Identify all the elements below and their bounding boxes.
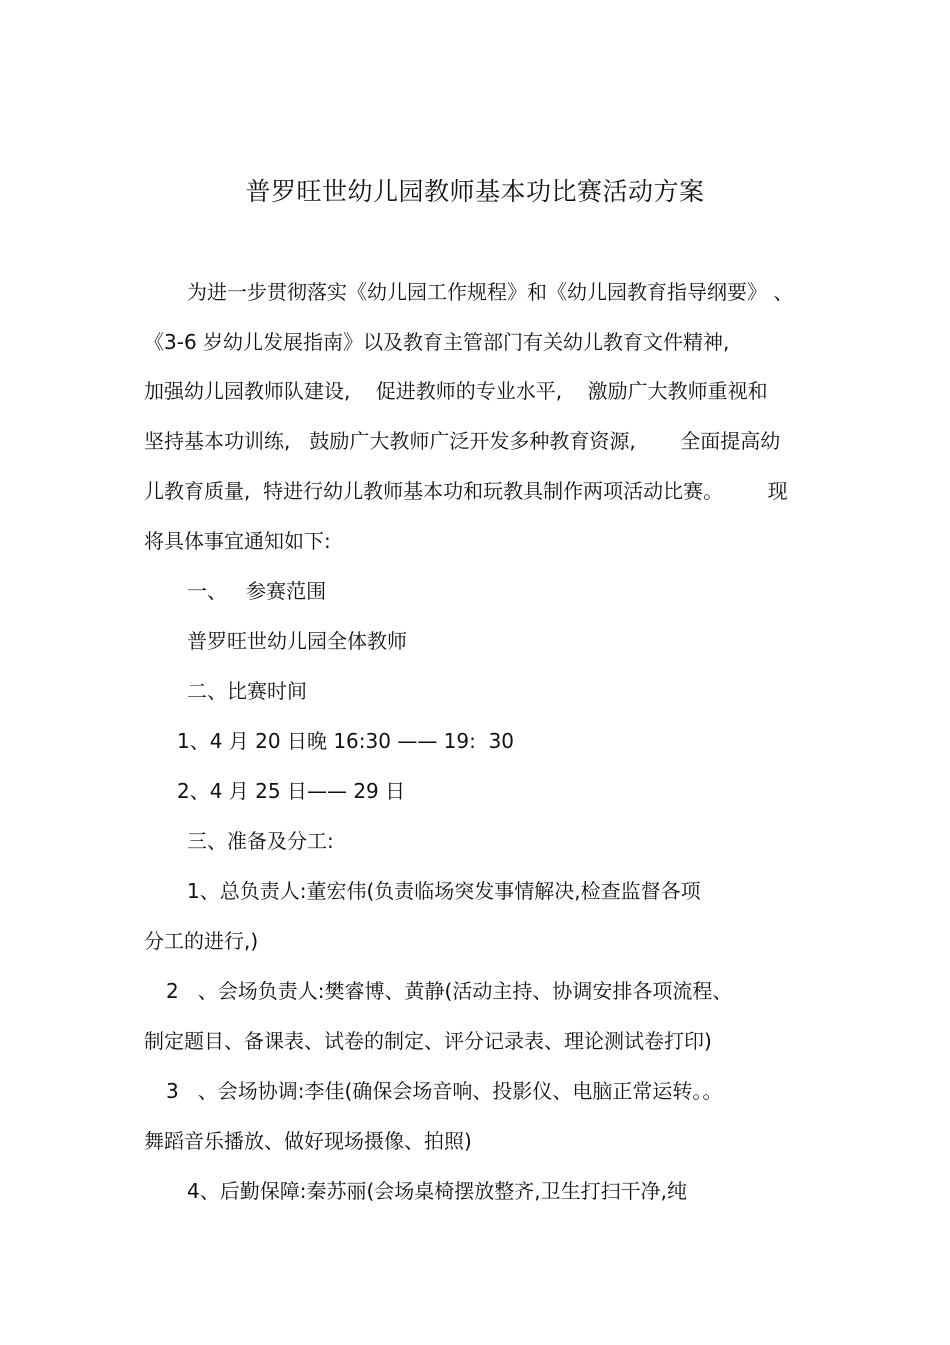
paragraph-line: 加强幼儿园教师队建设, 促进教师的专业水平, 激励广大教师重视和 xyxy=(144,379,768,403)
paragraph-line: 将具体事宜通知如下: xyxy=(144,529,331,553)
document-title: 普罗旺世幼儿园教师基本功比赛活动方案 xyxy=(245,177,705,206)
section-heading: 二、比赛时间 xyxy=(187,679,307,703)
paragraph-line: 为进一步贯彻落实《幼儿园工作规程》和《幼儿园教育指导纲要》 、 xyxy=(187,280,794,304)
list-item: 4、后勤保障:秦苏丽(会场桌椅摆放整齐,卫生打扫干净,纯 xyxy=(187,1179,687,1203)
paragraph-line: 舞蹈音乐播放、做好现场摄像、拍照) xyxy=(144,1129,472,1153)
list-item: 1、4 月 20 日晚 16:30 —— 19: 30 xyxy=(177,729,515,753)
paragraph-line: 儿教育质量, 特进行幼儿教师基本功和玩教具制作两项活动比赛。 现 xyxy=(144,479,788,503)
paragraph-line: 制定题目、备课表、试卷的制定、评分记录表、理论测试卷打印) xyxy=(144,1029,712,1053)
list-item: 2 、会场负责人:樊睿博、黄静(活动主持、协调安排各项流程、 xyxy=(166,979,733,1003)
section-heading: 三、准备及分工: xyxy=(187,829,334,853)
list-item: 2、4 月 25 日—— 29 日 xyxy=(177,779,406,803)
paragraph-line: 坚持基本功训练, 鼓励广大教师广泛开发多种教育资源, 全面提高幼 xyxy=(144,429,781,453)
paragraph-line: 分工的进行,) xyxy=(144,929,259,953)
paragraph-line: 《3-6 岁幼儿发展指南》以及教育主管部门有关幼儿教育文件精神, xyxy=(144,330,730,354)
list-item: 3 、会场协调:李佳(确保会场音响、投影仪、电脑正常运转。。 xyxy=(166,1079,723,1103)
section-heading: 一、 参赛范围 xyxy=(187,579,327,603)
paragraph-line: 普罗旺世幼儿园全体教师 xyxy=(187,629,407,653)
list-item: 1、总负责人:董宏伟(负责临场突发事情解决,检查监督各项 xyxy=(187,879,701,903)
